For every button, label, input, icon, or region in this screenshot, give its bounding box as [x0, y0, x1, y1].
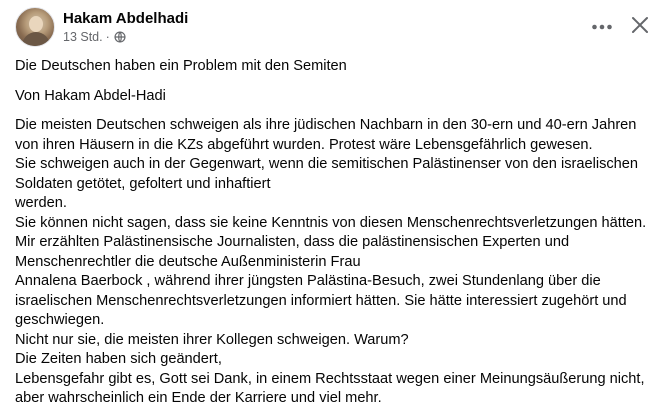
body-line: aber wahrscheinlich ein Ende der Karriere und viel mehr.: [15, 390, 382, 406]
post-byline: Von Hakam Abdel-Hadi: [15, 87, 166, 104]
body-line: Nicht nur sie, die meisten ihrer Kollegen schweigen. Warum?: [15, 331, 409, 348]
globe-icon[interactable]: [114, 31, 126, 43]
post-text: [15, 57, 660, 409]
more-horizontal-icon: [591, 18, 613, 36]
more-options-button[interactable]: [587, 12, 617, 42]
avatar-body-shape: [22, 32, 50, 47]
avatar-face-shape: [29, 16, 43, 32]
header-actions: [587, 12, 655, 42]
close-button[interactable]: [625, 12, 655, 42]
body-line: Sie schweigen auch in der Gegenwart, wenn die semitischen Palästinenser von den israelischen: [15, 156, 639, 172]
close-icon: [631, 16, 649, 39]
body-line: Die Zeiten haben sich geändert,: [15, 351, 222, 367]
body-line: von ihren Häusern in die KZs abgeführt wurden. Protest wäre Lebensgefährlich gewesen.: [15, 136, 593, 153]
separator-dot: ·: [105, 30, 110, 44]
post-meta: [63, 9, 188, 45]
body-line: israelischen Menschenrechtsverletzungen informiert hätten. Sie hätte interessiert zugehört und: [15, 292, 627, 309]
body-line: Lebensgefahr gibt es, Gott sei Dank, in einem Rechtsstaat wegen einer Meinungsäußerung nicht,: [15, 370, 645, 387]
post-time[interactable]: 13 Std.: [63, 30, 103, 44]
body-line: Die meisten Deutschen schweigen als ihre jüdischen Nachbarn in den 30-ern und 40-ern Jahren: [15, 117, 637, 133]
body-line: Soldaten getötet, gefoltert und inhaftiert: [15, 175, 271, 192]
body-line: Annalena Baerbock , während ihrer jüngsten Palästina-Besuch, zwei Stundenlang über die: [15, 273, 601, 289]
post-subline: [63, 29, 188, 45]
body-line: werden.: [15, 195, 67, 211]
avatar[interactable]: [15, 7, 55, 47]
author-name[interactable]: Hakam Abdelhadi: [63, 10, 189, 27]
post-title: Die Deutschen haben ein Problem mit den Semiten: [15, 58, 347, 74]
body-line: Menschenrechtler die deutsche Außenministerin Frau: [15, 253, 361, 270]
body-line: Mir erzählten Palästinensische Journalisten, dass die palästinensischen Experten und: [15, 234, 570, 250]
post-body: [15, 116, 660, 409]
post-header: [15, 7, 188, 47]
body-line: Sie können nicht sagen, dass sie keine Kenntnis von diesen Menschenrechtsverletzungen hätten.: [15, 214, 647, 231]
body-line: geschwiegen.: [15, 312, 105, 328]
